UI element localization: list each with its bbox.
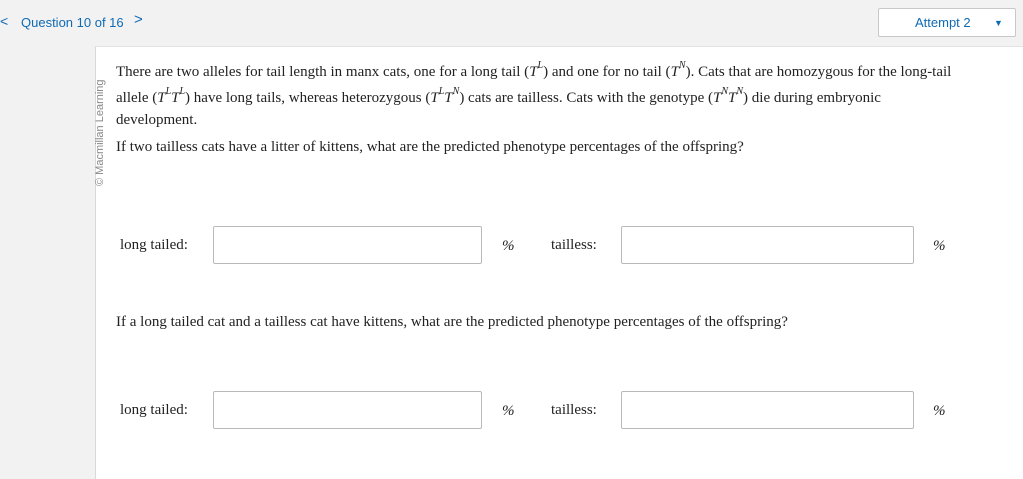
part2-tailless-label: tailless: [551, 402, 597, 418]
part1-tailless-percent: % [933, 238, 946, 254]
part1-long-tailed-label: long tailed: [120, 237, 188, 253]
previous-question-icon[interactable]: < [0, 13, 9, 29]
part2-long-percent: % [502, 403, 515, 419]
question-counter: Question 10 of 16 [21, 15, 124, 30]
part2-tailless-percent: % [933, 403, 946, 419]
part1-long-tailed-input[interactable] [213, 226, 482, 264]
part1-tailless-input[interactable] [621, 226, 914, 264]
part2-long-tailed-label: long tailed: [120, 402, 188, 418]
part1-tailless-label: tailless: [551, 237, 597, 253]
question-intro: There are two alleles for tail length in manx cats, one for a long tail $(T^L)$ and one for no tail $(T^N)$. Cats that are homozygous for the long-tail allele $(T^LT^L)$ have long tails, whereas heterozygous $(T^LT^N)$ cats are tailless. Cats with the genotype $(T^NT^N)$ die during embryonic development. [116, 60, 952, 128]
credit-text: © Macmillan Learning [94, 79, 106, 186]
part1-prompt: If two tailless cats have a litter of kittens, what are the predicted phenotype percentages of the offspring? [116, 139, 744, 155]
attempt-dropdown[interactable] [878, 8, 1016, 37]
part2-tailless-input[interactable] [621, 391, 914, 429]
attempt-label: Attempt 2 [915, 15, 971, 30]
chevron-down-icon: ▼ [994, 18, 1003, 28]
part1-long-percent: % [502, 238, 515, 254]
copyright-credit [94, 56, 108, 186]
part2-long-tailed-input[interactable] [213, 391, 482, 429]
part2-prompt: If a long tailed cat and a tailless cat have kittens, what are the predicted phenotype percentages of the offspring? [116, 314, 788, 330]
next-question-icon[interactable]: > [134, 11, 143, 28]
top-bar [0, 0, 1023, 46]
